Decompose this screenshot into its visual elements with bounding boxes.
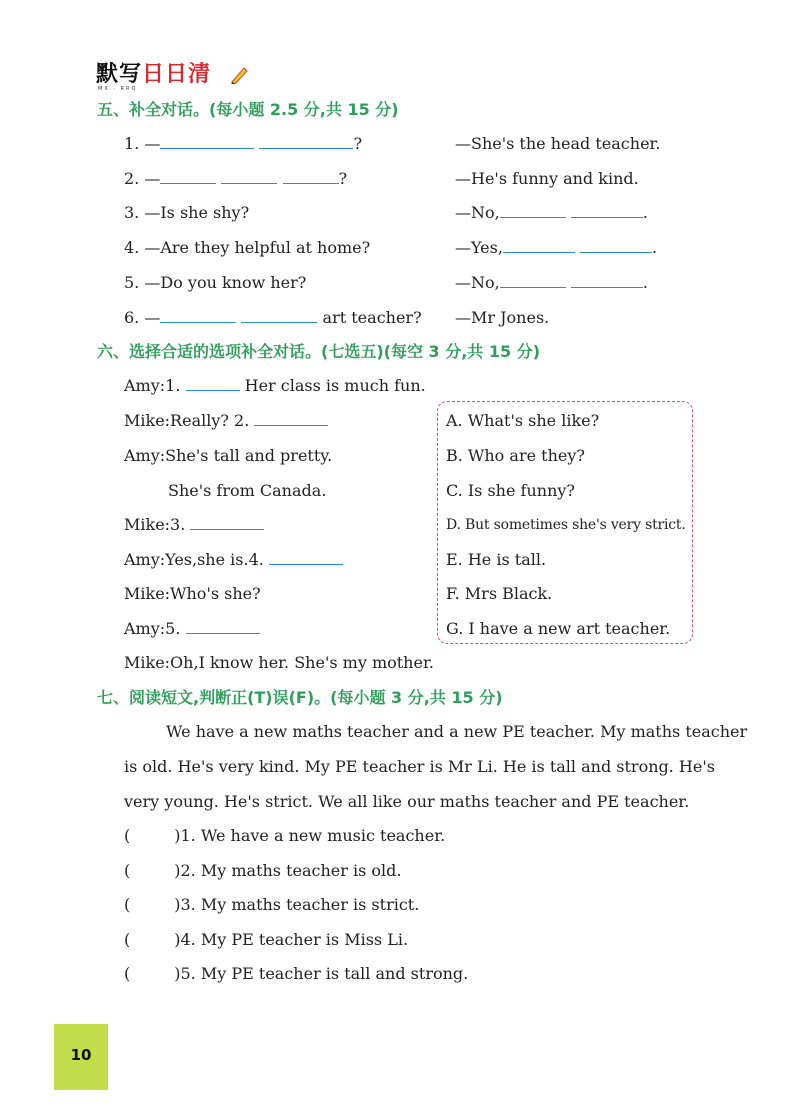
answer-blank[interactable] (221, 169, 277, 184)
s5-a6: —Mr Jones. (455, 308, 550, 327)
answer-blank[interactable] (571, 203, 643, 218)
s5-q1: 1. — ? (124, 134, 363, 153)
dialogue-line-6: Amy:Yes,she is.4. (124, 550, 343, 570)
answer-blank[interactable] (283, 169, 339, 184)
tf-question-2[interactable]: ( )2. My maths teacher is old. (124, 861, 402, 880)
answer-blank[interactable] (571, 273, 643, 288)
answer-blank[interactable] (186, 376, 240, 391)
dialogue-line-5: Mike:3. (124, 515, 264, 535)
s5-q4: 4. —Are they helpful at home? (124, 238, 371, 257)
answer-blank[interactable] (160, 134, 254, 149)
s5-a5: —No, . (455, 273, 648, 292)
s5-a2: —He's funny and kind. (455, 169, 639, 188)
option-g: G. I have a new art teacher. (446, 619, 671, 638)
answer-blank[interactable] (259, 134, 353, 149)
answer-blank[interactable] (500, 273, 566, 288)
s5-a4: —Yes, . (455, 238, 658, 257)
s5-q2: 2. — ? (124, 169, 348, 188)
s5-q5: 5. —Do you know her? (124, 273, 307, 292)
section5-title: 五、补全对话。(每小题 2.5 分,共 15 分) (97, 100, 399, 119)
passage-line-1: We have a new maths teacher and a new PE teacher. My maths teacher (166, 722, 748, 741)
dialogue-line-9: Mike:Oh,I know her. She's my mother. (124, 653, 434, 672)
passage-line-2: is old. He's very kind. My PE teacher is Mr Li. He is tall and strong. He's (124, 757, 715, 776)
section6-title: 六、选择合适的选项补全对话。(七选五)(每空 3 分,共 15 分) (97, 342, 541, 361)
option-a: A. What's she like? (446, 411, 600, 430)
answer-blank[interactable] (160, 169, 216, 184)
dialogue-line-1: Amy:1. Her class is much fun. (124, 376, 426, 395)
option-b: B. Who are they? (446, 446, 585, 465)
dialogue-line-4: She's from Canada. (168, 481, 327, 500)
dialogue-line-3: Amy:She's tall and pretty. (124, 446, 333, 465)
dialogue-line-8: Amy:5. (124, 619, 260, 639)
tf-question-3[interactable]: ( )3. My maths teacher is strict. (124, 895, 420, 914)
s5-q3: 3. —Is she shy? (124, 203, 250, 222)
tf-question-5[interactable]: ( )5. My PE teacher is tall and strong. (124, 964, 469, 983)
option-f: F. Mrs Black. (446, 584, 553, 603)
answer-blank[interactable] (580, 238, 652, 253)
answer-blank[interactable] (269, 550, 343, 565)
pencil-icon (230, 64, 248, 84)
option-d: D. But sometimes she's very strict. (446, 517, 686, 533)
answer-blank[interactable] (190, 515, 264, 530)
answer-blank[interactable] (241, 308, 317, 323)
page-number: 10 (70, 1046, 92, 1064)
answer-blank[interactable] (254, 411, 328, 426)
option-e: E. He is tall. (446, 550, 547, 569)
logo-subtitle: MX · RRQ (98, 86, 138, 92)
logo-part2: 日日清 (142, 62, 212, 87)
s5-a3: —No, . (455, 203, 648, 222)
passage-line-3: very young. He's strict. We all like our maths teacher and PE teacher. (124, 792, 690, 811)
s5-q6: 6. — art teacher? (124, 308, 422, 327)
answer-blank[interactable] (160, 308, 236, 323)
section7-title: 七、阅读短文,判断正(T)误(F)。(每小题 3 分,共 15 分) (97, 688, 503, 707)
logo-part1: 默写 (96, 62, 143, 87)
answer-blank[interactable] (186, 619, 260, 634)
tf-question-4[interactable]: ( )4. My PE teacher is Miss Li. (124, 930, 409, 949)
dialogue-line-2: Mike:Really? 2. (124, 411, 328, 431)
option-c: C. Is she funny? (446, 481, 575, 500)
book-logo (96, 62, 212, 92)
answer-blank[interactable] (503, 238, 575, 253)
dialogue-line-7: Mike:Who's she? (124, 584, 261, 603)
answer-blank[interactable] (500, 203, 566, 218)
tf-question-1[interactable]: ( )1. We have a new music teacher. (124, 826, 446, 845)
s5-a1: —She's the head teacher. (455, 134, 661, 153)
